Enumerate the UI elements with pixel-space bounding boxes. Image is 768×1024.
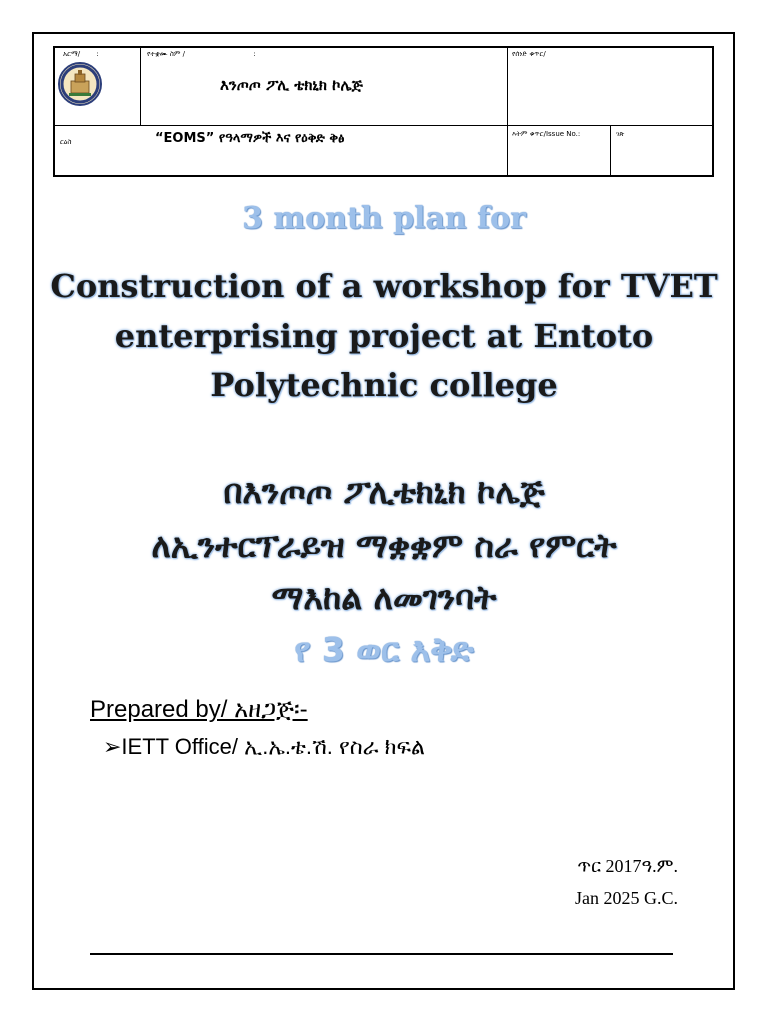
college-logo-icon [58,62,102,106]
amharic-title-line-1: በእንጦጦ ፖሊቴክኒክ ኮሌጅ [223,472,545,511]
amharic-plan-subtitle: የ 3 ወር እቅድ [294,630,474,669]
plan-title-line-1: Construction of a workshop for TVET [50,267,718,305]
org-label: የተቋሙ ስም / [147,50,186,58]
document-title: “EOMS” የዓላማዎች እና የዕቅድ ቅፅ [155,131,345,146]
issue-number-label: እትም ቁጥር/Issue No.: [512,130,581,138]
plan-title-line-2: enterprising project at Entoto [114,317,654,355]
amharic-title-line-3: ማእከል ለመገንባት [271,578,497,617]
amharic-title-line-2: ለኢንተርፕራይዝ ማቋቋም ስራ የምርት [151,526,617,565]
document-header-table: አርማ/ : የተቋሙ ስም / : እንጦጦ ፖሊ ቴክኒክ ኮሌጅ የሰነድ ቁጥር/ ርዕስ “EOMS” የዓላማዎች እና የዕቅድ ቅፅ እትም ቁጥር/Issue No.: ገጽ [53,46,714,177]
plan-subtitle: 3 month plan for [242,201,526,236]
ethiopian-date: ጥር 2017ዓ.ም. [577,856,678,876]
college-name: እንጦጦ ፖሊ ቴክኒክ ኮሌጅ [220,76,363,94]
plan-title-line-3: Polytechnic college [210,366,558,404]
bottom-divider [90,953,673,955]
subject-label: ርዕስ [60,138,72,146]
prepared-by-label: Prepared by/ አዘጋጅ፡- [90,696,308,723]
gregorian-date: Jan 2025 G.C. [575,888,678,908]
document-number-label: የሰነድ ቁጥር/ [512,50,546,58]
prepared-by-office: ➢IETT Office/ ኢ.ኤ.ቴ.ሽ. የስራ ክፍል [103,734,426,759]
page-label: ገጽ [616,130,625,138]
logo-label: አርማ/ [63,50,81,58]
